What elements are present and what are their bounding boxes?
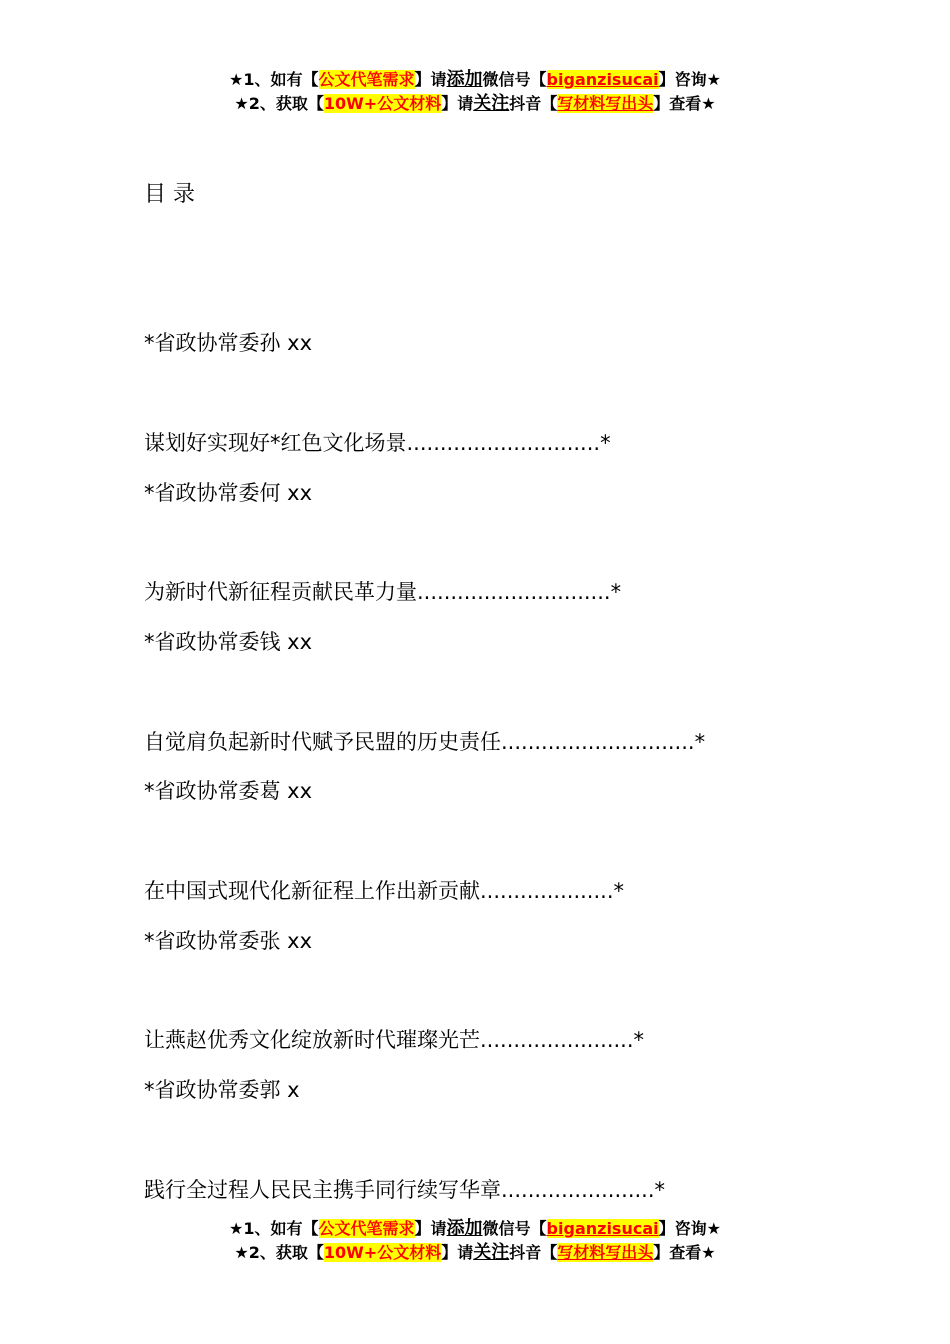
banner-text: ★1、如有【 xyxy=(229,70,319,89)
highlight-douyin-id: 写材料写出头 xyxy=(557,1243,654,1262)
toc-author: *省政协常委何 xx xyxy=(144,481,313,505)
highlight-wechat-id: biganzisucai xyxy=(546,70,659,89)
bottom-banner xyxy=(0,1217,950,1265)
banner-text: 】请 xyxy=(414,1219,447,1238)
toc-author: *省政协常委孙 xx xyxy=(144,331,313,355)
highlight-douyin-id: 写材料写出头 xyxy=(557,94,654,113)
banner-line-1 xyxy=(0,68,950,92)
banner-text: ★2、获取【 xyxy=(234,94,324,113)
banner-text: ★2、获取【 xyxy=(234,1243,324,1262)
emphasis-follow: 关注 xyxy=(473,1242,510,1263)
banner-line-2 xyxy=(0,1241,950,1265)
banner-text: 微信号【 xyxy=(482,1219,547,1238)
highlight-ghostwriting: 公文代笔需求 xyxy=(318,1219,415,1238)
toc-author: *省政协常委郭 x xyxy=(144,1078,300,1102)
top-banner xyxy=(0,68,950,116)
toc-entry: 践行全过程人民民主携手同行续写华章.......................* xyxy=(144,1178,666,1202)
highlight-wechat-id: biganzisucai xyxy=(546,1219,659,1238)
banner-text: 】查看★ xyxy=(653,94,716,113)
banner-text: 】查看★ xyxy=(653,1243,716,1262)
banner-line-1 xyxy=(0,1217,950,1241)
toc-title: 目 录 xyxy=(144,182,195,207)
emphasis-follow: 关注 xyxy=(473,93,510,114)
banner-text: 】请 xyxy=(441,94,474,113)
toc-entry: 让燕赵优秀文化绽放新时代璀璨光芒.......................* xyxy=(144,1028,645,1052)
banner-text: ★1、如有【 xyxy=(229,1219,319,1238)
toc-author: *省政协常委钱 xx xyxy=(144,630,313,654)
banner-line-2 xyxy=(0,92,950,116)
toc-author: *省政协常委张 xx xyxy=(144,929,313,953)
banner-text: 抖音【 xyxy=(509,94,558,113)
emphasis-add: 添加 xyxy=(446,1218,483,1239)
highlight-materials: 10W+公文材料 xyxy=(323,1243,442,1262)
banner-text: 】请 xyxy=(441,1243,474,1262)
toc-entry: 在中国式现代化新征程上作出新贡献....................* xyxy=(144,879,625,903)
toc-entry: 为新时代新征程贡献民革力量.............................* xyxy=(144,580,622,604)
toc-author: *省政协常委葛 xx xyxy=(144,779,313,803)
banner-text: 】咨询★ xyxy=(658,70,721,89)
toc-entry: 谋划好实现好*红色文化场景.............................* xyxy=(144,431,611,455)
banner-text: 抖音【 xyxy=(509,1243,558,1262)
highlight-materials: 10W+公文材料 xyxy=(323,94,442,113)
banner-text: 微信号【 xyxy=(482,70,547,89)
emphasis-add: 添加 xyxy=(446,69,483,90)
banner-text: 】咨询★ xyxy=(658,1219,721,1238)
toc-entry: 自觉肩负起新时代赋予民盟的历史责任.............................* xyxy=(144,730,706,754)
highlight-ghostwriting: 公文代笔需求 xyxy=(318,70,415,89)
banner-text: 】请 xyxy=(414,70,447,89)
